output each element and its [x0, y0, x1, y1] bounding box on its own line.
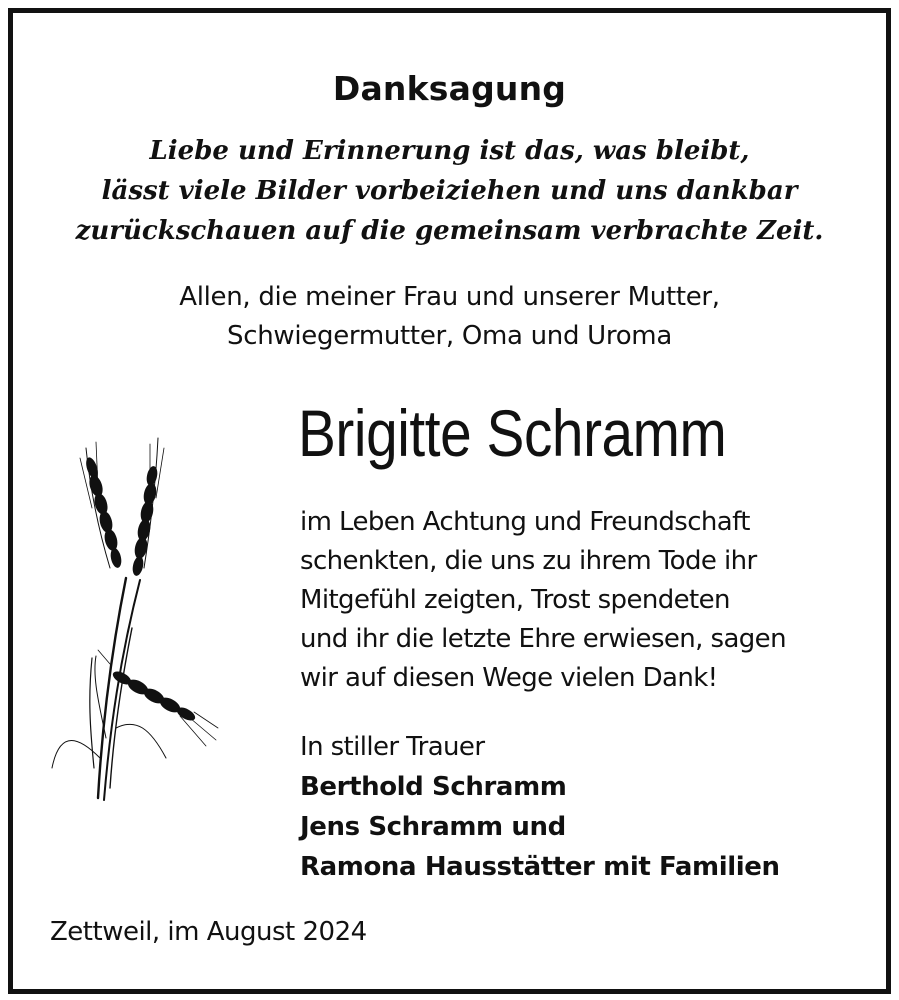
- body-line: wir auf diesen Wege vielen Dank!: [300, 663, 718, 693]
- signer-name: Berthold Schramm: [300, 772, 567, 802]
- deceased-name: Brigitte Schramm: [298, 396, 727, 470]
- quote-line: Liebe und Erinnerung ist das, was bleibt,: [149, 136, 750, 166]
- signer-name: Jens Schramm und: [300, 812, 566, 842]
- intro-line: Schwiegermutter, Oma und Uroma: [227, 321, 672, 351]
- body-line: schenkten, die uns zu ihrem Tode ihr: [300, 546, 757, 576]
- memorial-quote: [0, 131, 899, 251]
- intro-text: [0, 278, 899, 356]
- signer-name: Ramona Hausstätter mit Familien: [300, 852, 780, 882]
- thank-you-text: [300, 503, 786, 698]
- signature-block: [300, 727, 780, 887]
- notice-title: Danksagung: [332, 69, 567, 108]
- quote-line: zurückschauen auf die gemeinsam verbrachte Zeit.: [75, 216, 824, 246]
- body-line: Mitgefühl zeigten, Trost spendeten: [300, 585, 730, 615]
- intro-line: Allen, die meiner Frau und unserer Mutter,: [179, 282, 720, 312]
- quote-line: lässt viele Bilder vorbeiziehen und uns dankbar: [101, 176, 798, 206]
- body-line: im Leben Achtung und Freundschaft: [300, 507, 750, 537]
- body-line: und ihr die letzte Ehre erwiesen, sagen: [300, 624, 786, 654]
- mourning-line: In stiller Trauer: [300, 732, 485, 762]
- place-date: Zettweil, im August 2024: [50, 917, 367, 947]
- wheat-ears-illustration: [40, 428, 220, 808]
